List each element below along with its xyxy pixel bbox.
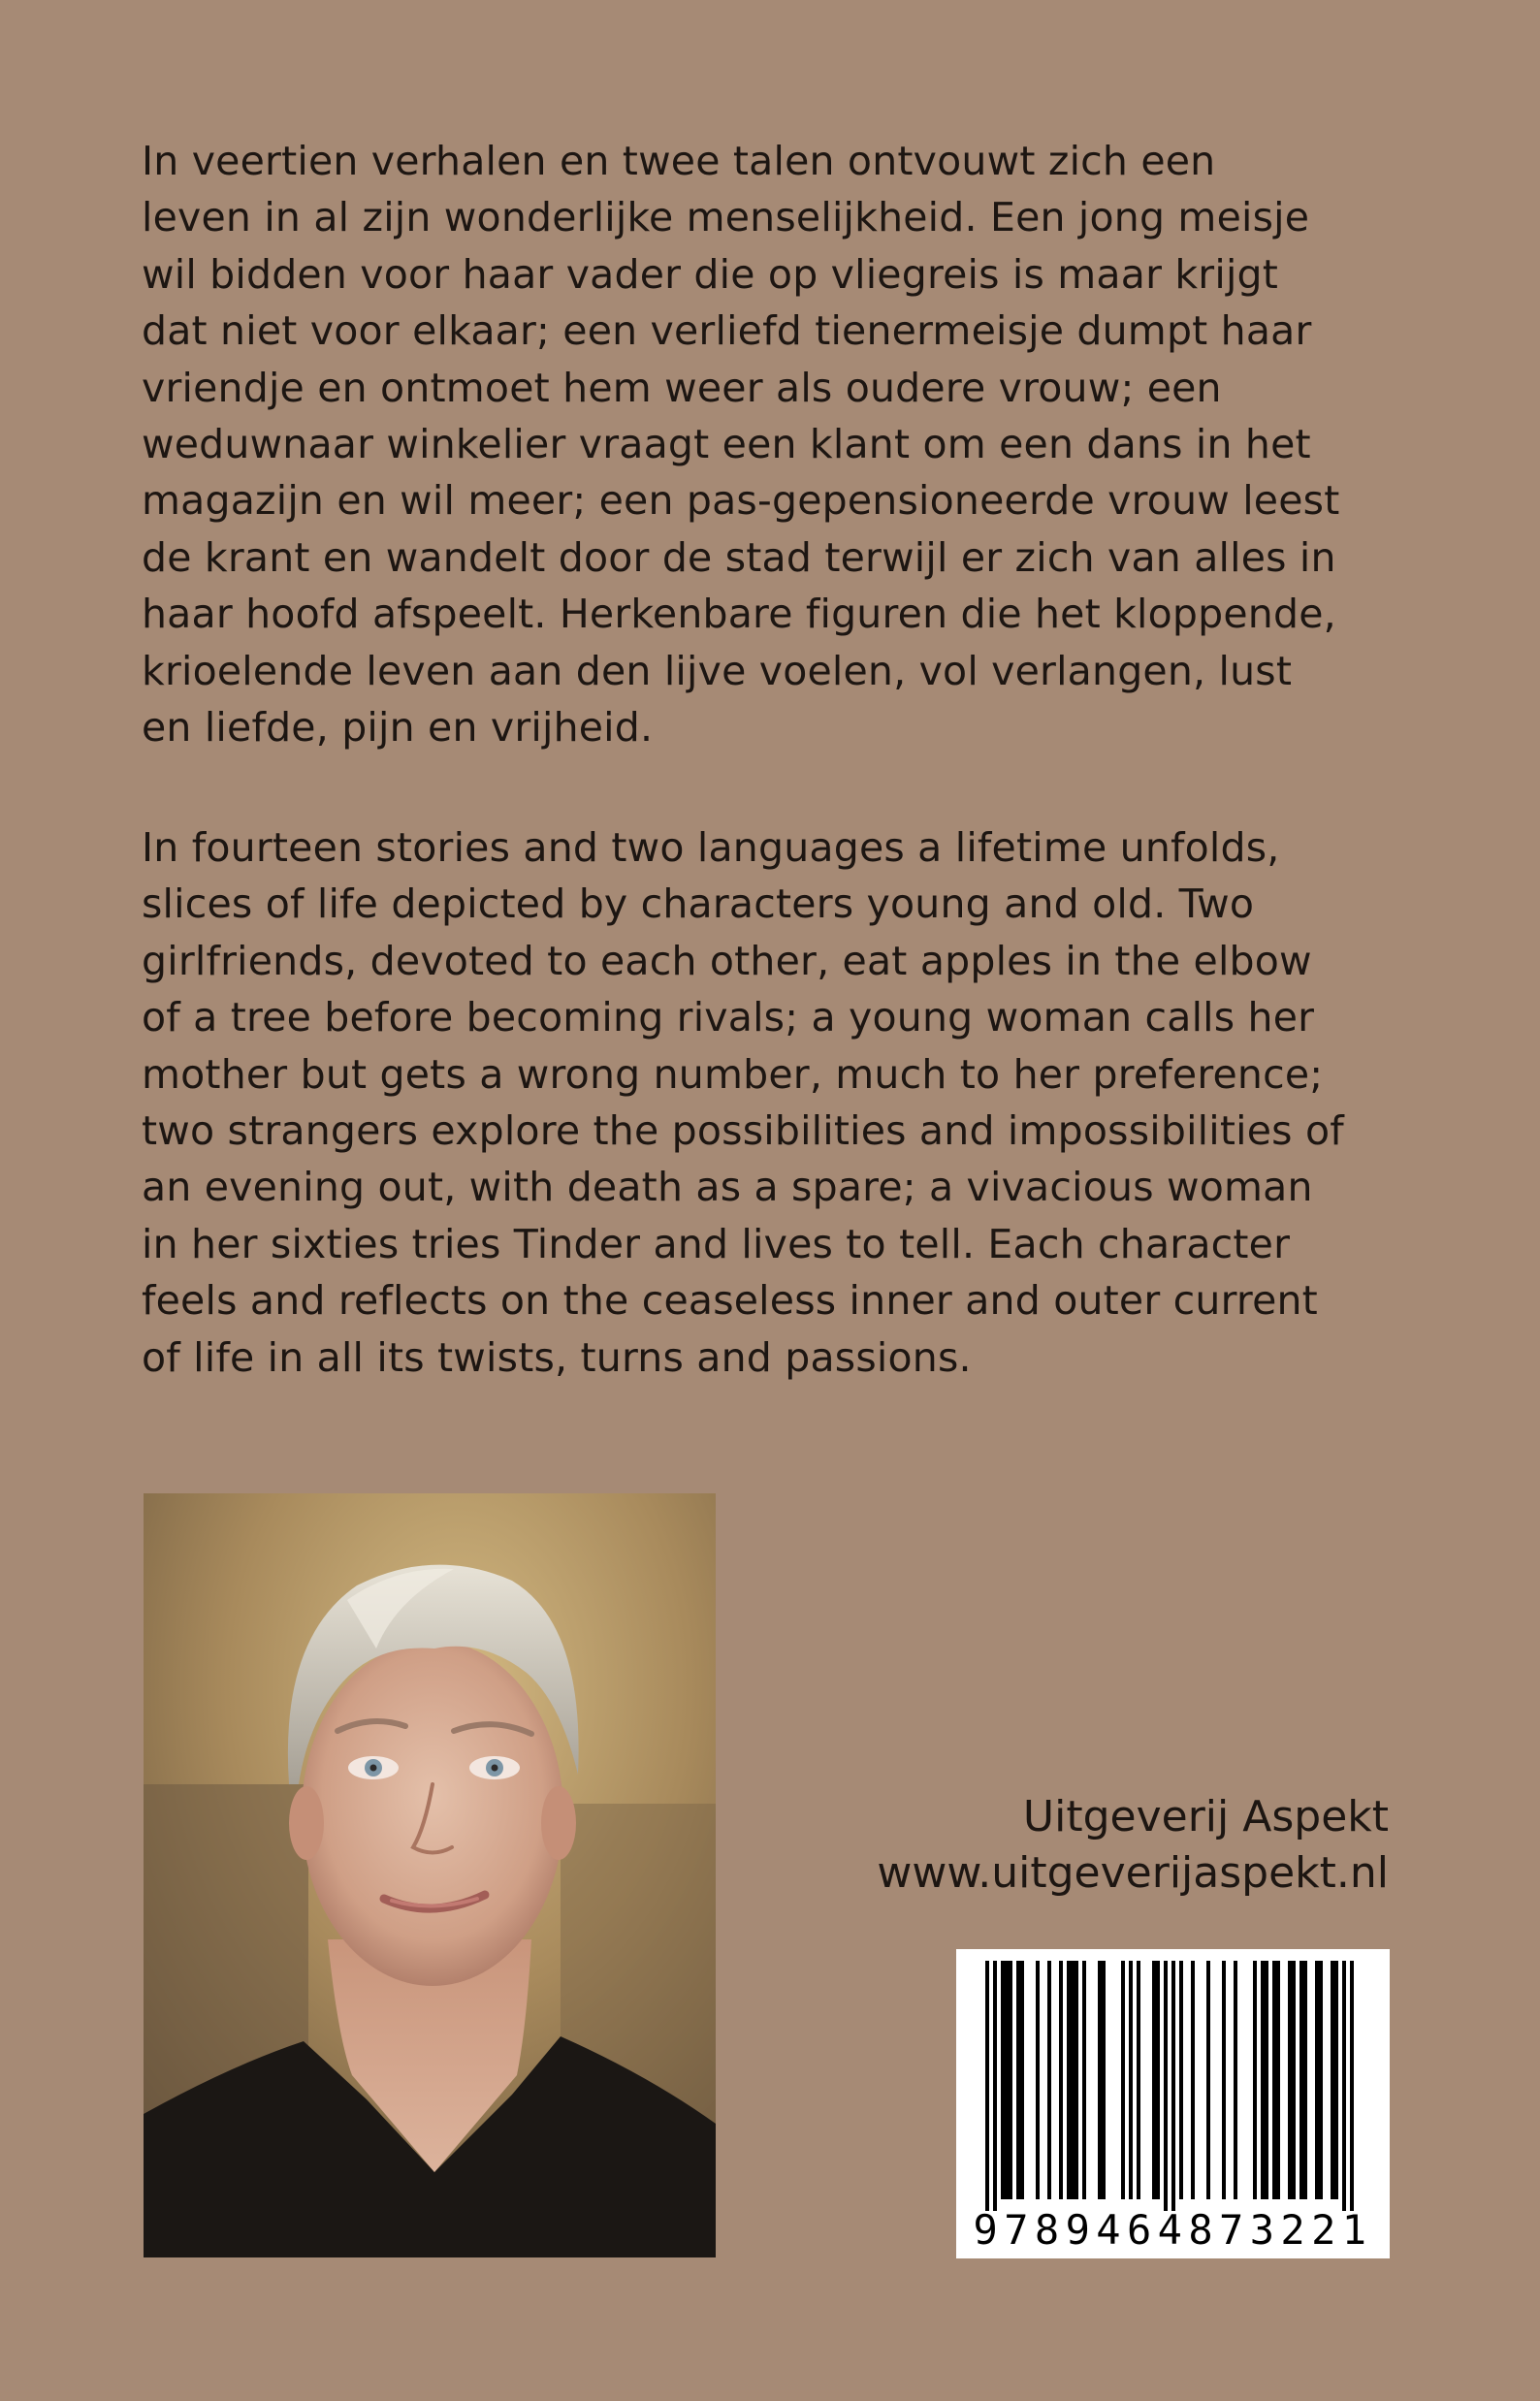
barcode-bar: [1001, 1961, 1005, 2199]
barcode-bars: [956, 1949, 1390, 2211]
barcode-bar: [1082, 1961, 1086, 2199]
barcode-bar: [1292, 1961, 1296, 2199]
barcode-bar: [1350, 1961, 1354, 2211]
publisher-name: Uitgeverij Aspekt: [1022, 1792, 1389, 1841]
barcode-bar: [1098, 1961, 1102, 2199]
blurb-line: weduwnaar winkelier vraagt een klant om een dans in het: [142, 421, 1311, 468]
barcode-bar: [1137, 1961, 1140, 2199]
blurb-line: haar hoofd afspeelt. Herkenbare figuren die het kloppende,: [142, 591, 1336, 638]
barcode-bar: [1331, 1961, 1334, 2199]
barcode-bar: [1005, 1961, 1009, 2199]
barcode-bar: [1234, 1961, 1237, 2199]
barcode-bar: [1206, 1961, 1210, 2199]
isbn-barcode: [956, 1949, 1390, 2258]
barcode-bar: [1303, 1961, 1307, 2199]
publisher-website[interactable]: www.uitgeverijaspekt.nl: [877, 1848, 1389, 1898]
blurb-line: slices of life depicted by characters young and old. Two: [142, 880, 1255, 928]
blurb-line: leven in al zijn wonderlijke menselijkheid. Een jong meisje: [142, 194, 1310, 241]
barcode-bar: [1265, 1961, 1268, 2199]
isbn-number: 9789464873221: [973, 2206, 1373, 2254]
barcode-bar: [1342, 1961, 1346, 2211]
barcode-bar: [1075, 1961, 1078, 2199]
barcode-bar: [1261, 1961, 1265, 2199]
barcode-bar: [993, 1961, 997, 2211]
blurb-line: two strangers explore the possibilities and impossibilities of: [142, 1107, 1344, 1155]
blurb-line: girlfriends, devoted to each other, eat apples in the elbow: [142, 937, 1312, 984]
blurb-line: de krant en wandelt door de stad terwijl er zich van alles in: [142, 533, 1336, 581]
barcode-bar: [1059, 1961, 1063, 2199]
barcode-bar: [985, 1961, 989, 2211]
blurb-line: wil bidden voor haar vader die op vliegreis is maar krijgt: [142, 250, 1279, 298]
blurb-line: feels and reflects on the ceaseless inner and outer current: [142, 1277, 1318, 1325]
barcode-bar: [1171, 1961, 1175, 2211]
blurb-line: In veertien verhalen en twee talen ontvouwt zich een: [142, 138, 1216, 184]
barcode-bar: [1020, 1961, 1024, 2199]
blurb-line: of a tree before becoming rivals; a young woman calls her: [142, 994, 1315, 1041]
blurb-line: magazijn en wil meer; een pas-gepensioneerde vrouw leest: [142, 477, 1340, 525]
blurb-dutch: [142, 133, 1402, 755]
barcode-bar: [1288, 1961, 1292, 2199]
barcode-bar: [1319, 1961, 1323, 2199]
blurb-line: of life in all its twists, turns and passions.: [142, 1333, 972, 1381]
barcode-bar: [1036, 1961, 1040, 2199]
publisher-info: [877, 1789, 1389, 1902]
barcode-bar: [1102, 1961, 1106, 2199]
barcode-bar: [1071, 1961, 1075, 2199]
blurb-english: [142, 819, 1402, 1386]
blurb-line: in her sixties tries Tinder and lives to tell. Each character: [142, 1220, 1291, 1267]
barcode-bar: [1156, 1961, 1160, 2199]
blurb-line: In fourteen stories and two languages a lifetime unfolds,: [142, 824, 1280, 871]
barcode-bar: [1121, 1961, 1125, 2199]
blurb-line: krioelende leven aan den lijve voelen, vol verlangen, lust: [142, 647, 1293, 694]
barcode-bar: [1009, 1961, 1012, 2199]
barcode-bar: [1179, 1961, 1183, 2199]
barcode-bar: [1152, 1961, 1156, 2199]
barcode-bar: [1334, 1961, 1338, 2199]
barcode-bar: [1047, 1961, 1051, 2199]
blurb-line: mother but gets a wrong number, much to her preference;: [142, 1050, 1324, 1098]
barcode-bar: [1016, 1961, 1020, 2199]
blurb-line: vriendje en ontmoet hem weer als oudere vrouw; een: [142, 364, 1222, 411]
barcode-bar: [1299, 1961, 1303, 2199]
barcode-bar: [1222, 1961, 1226, 2199]
barcode-bar: [1253, 1961, 1257, 2199]
barcode-bar: [1067, 1961, 1071, 2199]
barcode-bar: [1164, 1961, 1168, 2211]
author-photo: [144, 1493, 716, 2257]
barcode-bar: [1276, 1961, 1280, 2199]
blurb-line: en liefde, pijn en vrijheid.: [142, 704, 654, 752]
blurb-line: dat niet voor elkaar; een verliefd tienermeisje dumpt haar: [142, 307, 1312, 355]
barcode-bar: [1191, 1961, 1195, 2199]
barcode-bar: [1129, 1961, 1133, 2199]
barcode-bar: [1315, 1961, 1319, 2199]
barcode-bar: [1272, 1961, 1276, 2199]
blurb-line: an evening out, with death as a spare; a vivacious woman: [142, 1164, 1313, 1211]
